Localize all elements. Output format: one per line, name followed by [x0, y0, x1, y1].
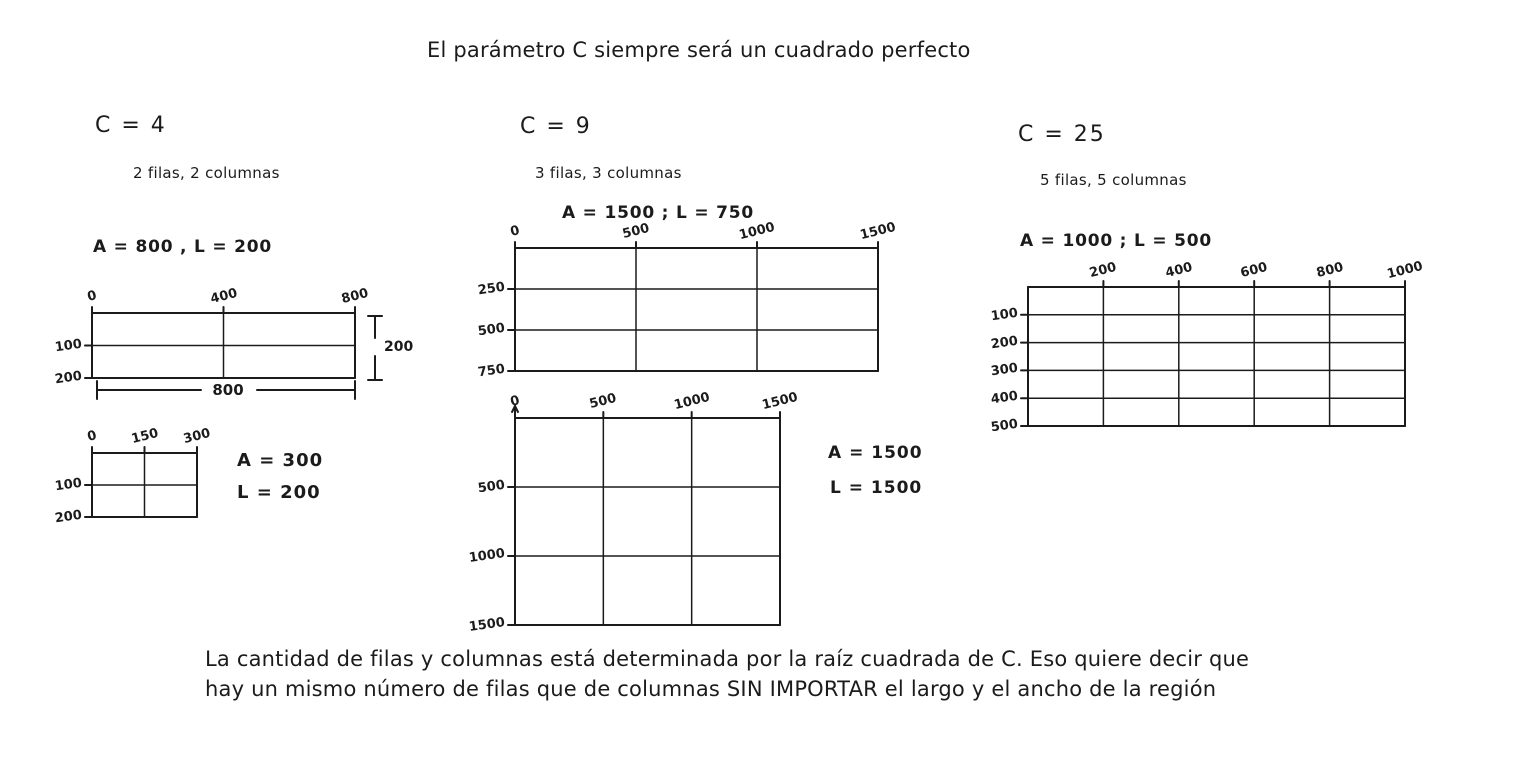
- x-tick-label: 0: [508, 393, 522, 410]
- grid-lines: [92, 313, 355, 378]
- section-c9-label: C = 9: [520, 114, 592, 139]
- x-tick-label: 400: [1163, 259, 1194, 282]
- grid-c4-small: [53, 425, 212, 527]
- x-tick-label: 500: [621, 220, 651, 243]
- x-tick-label: 0: [508, 223, 522, 240]
- x-tick-label: 150: [129, 425, 160, 448]
- x-tick-label: 400: [208, 285, 239, 308]
- y-tick-label: 200: [53, 507, 83, 527]
- y-tick-label: 100: [53, 336, 83, 355]
- footer-line-1: La cantidad de filas y columnas está determinada por la raíz cuadrada de C. Eso quiere decir que: [205, 647, 1250, 671]
- grid-c4-small-length-label: L = 200: [237, 482, 321, 503]
- page-title: El parámetro C siempre será un cuadrado perfecto: [427, 38, 971, 62]
- grid-c9-square: [467, 389, 800, 635]
- y-tick-label: 500: [989, 416, 1019, 436]
- x-tick-label: 1000: [1385, 258, 1425, 283]
- y-tick-label: 300: [989, 361, 1019, 380]
- y-tick-label: 200: [53, 368, 83, 388]
- section-c9-note: 3 filas, 3 columnas: [535, 164, 682, 182]
- y-tick-label: 750: [476, 361, 506, 381]
- section-c4-label: C = 4: [95, 113, 167, 138]
- grid-c25: [989, 258, 1425, 436]
- grid-lines: [515, 248, 878, 371]
- y-tick-label: 500: [476, 477, 506, 497]
- height-dimension-label: 200: [384, 339, 414, 355]
- x-tick-label: 1000: [672, 389, 712, 414]
- footer-line-2: hay un mismo número de filas que de columnas SIN IMPORTAR el largo y el ancho de la región: [205, 677, 1217, 701]
- x-tick-label: 800: [1314, 259, 1345, 282]
- y-tick-label: 100: [989, 305, 1019, 325]
- grid-c9-wide: [476, 219, 898, 381]
- y-tick-label: 1000: [467, 546, 506, 566]
- grid-c9-square-area-label: A = 1500: [828, 443, 923, 463]
- grid-lines: [92, 453, 197, 517]
- section-c25-params: A = 1000 ; L = 500: [1020, 231, 1212, 251]
- y-tick-label: 1500: [467, 615, 506, 635]
- section-c9-params: A = 1500 ; L = 750: [562, 203, 754, 223]
- x-tick-label: 1500: [858, 219, 898, 244]
- section-c4-note: 2 filas, 2 columnas: [133, 164, 280, 182]
- grid-c4-small-area-label: A = 300: [237, 450, 324, 471]
- height-dimension: [364, 310, 414, 388]
- y-tick-label: 250: [476, 279, 506, 299]
- x-tick-label: 300: [182, 425, 212, 448]
- grid-c9-square-length-label: L = 1500: [830, 478, 923, 498]
- width-dimension-label: 800: [212, 381, 244, 399]
- y-tick-label: 500: [476, 320, 506, 340]
- width-dimension: [95, 377, 357, 403]
- x-tick-label: 0: [85, 428, 99, 445]
- x-tick-label: 800: [340, 285, 370, 308]
- x-tick-label: 200: [1088, 259, 1119, 282]
- section-c4-params: A = 800 , L = 200: [93, 237, 273, 257]
- y-tick-label: 100: [53, 475, 83, 495]
- section-c25-note: 5 filas, 5 columnas: [1040, 171, 1187, 189]
- grid-c4-large: [53, 285, 370, 388]
- x-tick-label: 1000: [737, 219, 777, 244]
- y-tick-label: 200: [989, 333, 1019, 352]
- x-tick-label: 0: [85, 288, 99, 305]
- y-tick-label: 400: [989, 388, 1019, 408]
- section-c25-label: C = 25: [1018, 122, 1106, 147]
- grid-lines: [1028, 287, 1405, 426]
- grid-lines: [515, 418, 780, 625]
- x-tick-label: 500: [588, 390, 619, 413]
- x-tick-label: 1500: [760, 389, 800, 414]
- x-tick-label: 600: [1239, 259, 1270, 282]
